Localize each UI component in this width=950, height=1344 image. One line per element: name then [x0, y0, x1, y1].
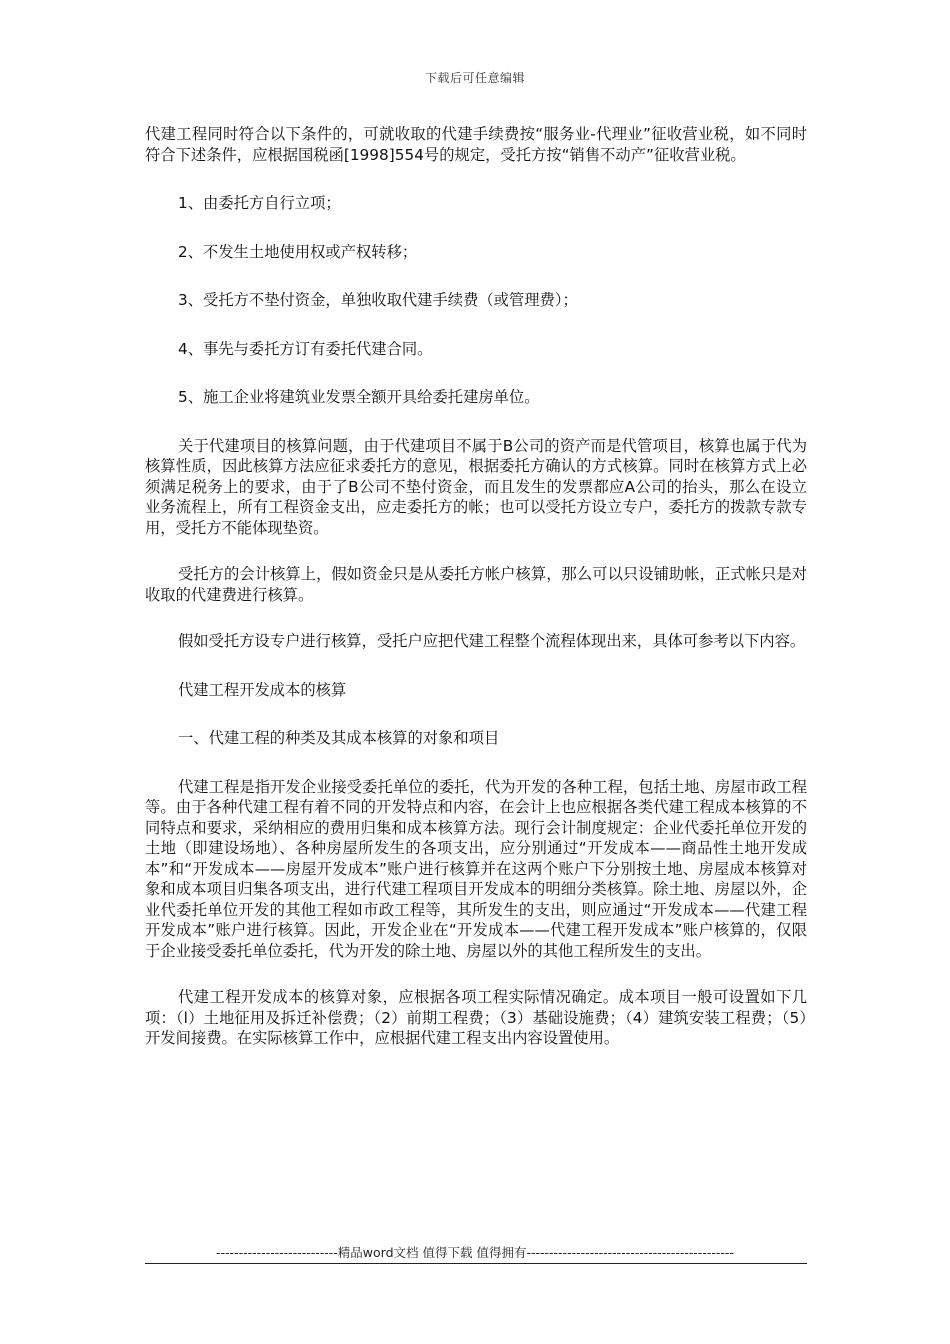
paragraph-trustee-accounting: 受托方的会计核算上，假如资金只是从委托方帐户核算，那么可以只设铺助帐，正式帐只是对收取的代建费进行核算。 [145, 565, 807, 604]
paragraph-accounting-issue: 关于代建项目的核算问题，由于代建项目不属于B公司的资产而是代管项目，核算也属于代为核算性质，因此核算方法应征求委托方的意见，根据委托方确认的方式核算。同时在核算方式上必须满足税务上的要求，由于了B公司不垫付资金，而且发生的发票都应A公司的抬头，那么在设立业务流程上，所有工程资金支出，应走委托方的帐；也可以受托方设立专户，委托方的拨款专款专用，受托方不能体现垫资。 [145, 436, 807, 537]
paragraph-special-account: 假如受托方设专户进行核算，受托户应把代建工程整个流程体现出来，具体可参考以下内容。 [178, 632, 806, 650]
list-item-1: 1、由委托方自行立项； [178, 194, 341, 212]
page-header: 下载后可任意编辑 [424, 71, 525, 85]
list-item-2: 2、不发生土地使用权或产权转移； [178, 242, 418, 261]
paragraph-intro: 代建工程同时符合以下条件的，可就收取的代建手续费按“服务业-代理业”征收营业税，如不同时符合下述条件，应根据国税函[1998]554号的规定，受托方按“销售不动产”征收营业税。 [145, 125, 807, 164]
document-body [145, 124, 807, 1049]
page-footer: ---------------------------精品word文档 值得下载 值得拥有---------------------------------------------- [216, 1245, 734, 1260]
footer-divider [145, 1263, 807, 1264]
section-heading: 代建工程开发成本的核算 [178, 680, 347, 699]
list-item-4: 4、事先与委托方订有委托代建合同。 [178, 339, 433, 358]
paragraph-cost-items: 代建工程开发成本的核算对象，应根据各项工程实际情况确定。成本项目一般可设置如下几项：（l）土地征用及拆迁补偿费；（2）前期工程费；（3）基础设施费；（4）建筑安装工程费；（5）开发间接费。在实际核算工作中，应根据代建工程支出内容设置使用。 [145, 988, 807, 1047]
paragraph-definition: 代建工程是指开发企业接受委托单位的委托，代为开发的各种工程，包括土地、房屋市政工程等。由于各种代建工程有着不同的开发特点和内容，在会计上也应根据各类代建工程成本核算的不同特点和要求，采纳相应的费用归集和成本核算方法。现行会计制度规定：企业代委托单位开发的土地（即建设场地）、各种房屋所发生的各项支出，应分别通过“开发成本——商品性土地开发成本”和“开发成本——房屋开发成本”账户进行核算并在这两个账户下分别按土地、房屋成本核算对象和成本项目归集各项支出，进行代建工程项目开发成本的明细分类核算。除土地、房屋以外，企业代委托单位开发的其他工程如市政工程等，其所发生的支出，则应通过“开发成本——代建工程开发成本”账户进行核算。因此，开发企业在“开发成本——代建工程开发成本”账户核算的，仅限于企业接受委托单位委托，代为开发的除土地、房屋以外的其他工程所发生的支出。 [145, 777, 807, 960]
subsection-heading: 一、代建工程的种类及其成本核算的对象和项目 [178, 729, 500, 747]
list-item-5: 5、施工企业将建筑业发票全额开具给委托建房单位。 [178, 388, 540, 406]
list-item-3: 3、受托方不垫付资金，单独收取代建手续费（或管理费）； [178, 291, 578, 309]
